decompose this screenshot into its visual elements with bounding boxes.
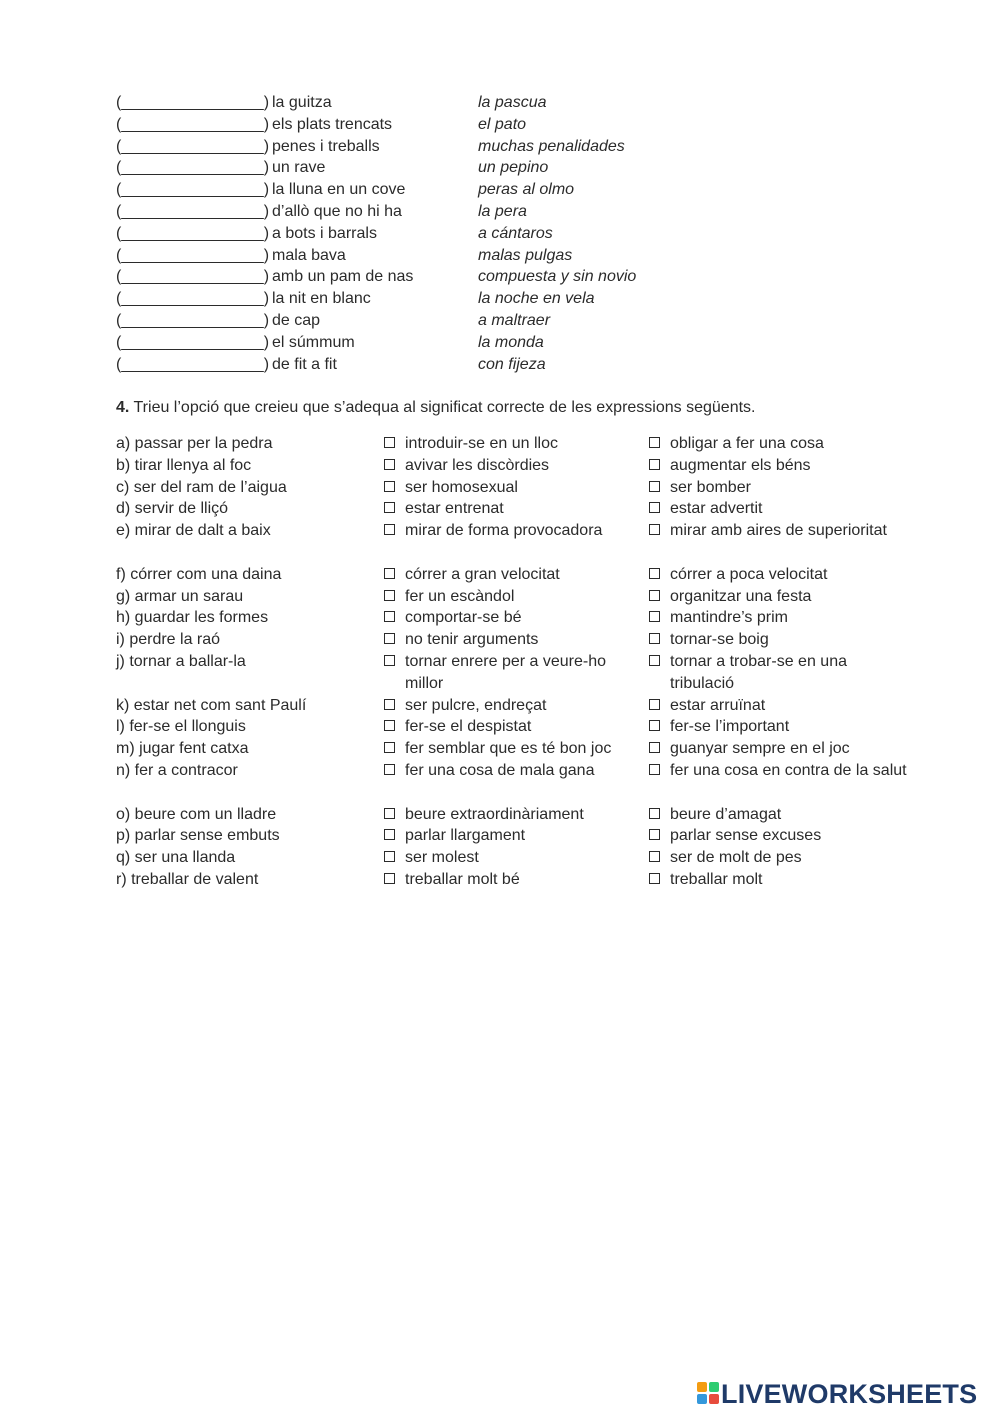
matching-row bbox=[116, 266, 736, 288]
liveworksheets-logo bbox=[697, 1378, 993, 1408]
option-text: mantindre’s prim bbox=[670, 609, 788, 627]
checkbox-icon[interactable] bbox=[384, 764, 395, 775]
expression-text: c) ser del ram de l’aigua bbox=[116, 478, 287, 496]
option-a[interactable] bbox=[384, 586, 646, 608]
catalan-expression: la nit en blanc bbox=[272, 290, 371, 308]
catalan-expression: d’allò que no hi ha bbox=[272, 202, 402, 220]
expression-text: o) beure com un lladre bbox=[116, 805, 277, 823]
option-text: ser homosexual bbox=[405, 478, 518, 496]
spanish-expression: la monda bbox=[478, 333, 544, 351]
checkbox-icon[interactable] bbox=[384, 851, 395, 862]
checkbox-icon[interactable] bbox=[384, 720, 395, 731]
exercise-4-instruction bbox=[116, 397, 876, 419]
checkbox-icon[interactable] bbox=[384, 873, 395, 884]
expression-text: p) parlar sense embuts bbox=[116, 827, 280, 845]
answer-blank[interactable]: (________________) bbox=[116, 268, 270, 286]
spanish-expression: la pascua bbox=[478, 94, 547, 111]
option-a[interactable] bbox=[384, 651, 646, 695]
option-b[interactable] bbox=[649, 804, 909, 826]
question-item bbox=[116, 607, 906, 629]
checkbox-icon[interactable] bbox=[384, 633, 395, 644]
option-a[interactable] bbox=[384, 760, 646, 782]
answer-blank[interactable]: (________________) bbox=[116, 311, 270, 329]
checkbox-icon[interactable] bbox=[649, 481, 660, 492]
answer-blank[interactable]: (________________) bbox=[116, 115, 270, 133]
option-b[interactable] bbox=[649, 455, 909, 477]
question-item bbox=[116, 825, 906, 847]
matching-row bbox=[116, 157, 736, 179]
option-b[interactable] bbox=[649, 738, 909, 760]
option-text: tornar-se boig bbox=[670, 631, 769, 649]
answer-blank[interactable]: (________________) bbox=[116, 246, 270, 264]
option-a[interactable] bbox=[384, 847, 646, 869]
spanish-expression: peras al olmo bbox=[478, 181, 575, 199]
option-b[interactable] bbox=[649, 825, 909, 847]
question-item bbox=[116, 498, 906, 520]
expression-text: b) tirar llenya al foc bbox=[116, 456, 252, 474]
option-text: córrer a gran velocitat bbox=[405, 565, 560, 583]
answer-blank[interactable]: (________________) bbox=[116, 181, 270, 199]
checkbox-icon[interactable] bbox=[384, 699, 395, 710]
catalan-expression: amb un pam de nas bbox=[272, 268, 414, 286]
option-text: ser bomber bbox=[670, 478, 751, 496]
option-text: fer una cosa en contra de la salut bbox=[670, 761, 907, 779]
option-text: guanyar sempre en el joc bbox=[670, 740, 850, 758]
option-text: fer un escàndol bbox=[405, 587, 515, 605]
option-b[interactable] bbox=[649, 477, 909, 499]
option-text: tornar enrere per a veure-ho millor bbox=[405, 652, 606, 692]
option-a[interactable] bbox=[384, 498, 646, 520]
question-item bbox=[116, 804, 906, 826]
option-b[interactable] bbox=[649, 586, 909, 608]
option-b[interactable] bbox=[649, 847, 909, 869]
checkbox-icon[interactable] bbox=[649, 590, 660, 601]
catalan-expression: a bots i barrals bbox=[272, 224, 377, 242]
option-b[interactable] bbox=[649, 760, 909, 782]
logo-icon bbox=[697, 1382, 719, 1404]
expression-text: d) servir de lliçó bbox=[116, 500, 229, 518]
multiple-choice-list bbox=[116, 433, 906, 891]
spanish-expression: con fijeza bbox=[478, 355, 546, 373]
spanish-expression: a cántaros bbox=[478, 224, 553, 242]
question-item bbox=[116, 651, 906, 695]
option-a[interactable] bbox=[384, 520, 646, 542]
matching-row bbox=[116, 201, 736, 223]
checkbox-icon[interactable] bbox=[649, 633, 660, 644]
option-text: treballar molt bé bbox=[405, 870, 520, 888]
option-a[interactable] bbox=[384, 455, 646, 477]
option-text: estar entrenat bbox=[405, 500, 504, 518]
checkbox-icon[interactable] bbox=[649, 502, 660, 513]
option-a[interactable] bbox=[384, 716, 646, 738]
expression-text: l) fer-se el llonguis bbox=[116, 718, 246, 736]
question-item bbox=[116, 433, 906, 455]
option-a[interactable] bbox=[384, 564, 646, 586]
vocabulary-matching-list bbox=[116, 92, 736, 375]
expression-text: i) perdre la raó bbox=[116, 631, 221, 649]
answer-blank[interactable]: (________________) bbox=[116, 159, 270, 177]
question-item bbox=[116, 869, 906, 891]
checkbox-icon[interactable] bbox=[384, 481, 395, 492]
option-a[interactable] bbox=[384, 629, 646, 651]
question-item bbox=[116, 455, 906, 477]
answer-blank[interactable]: (________________) bbox=[116, 137, 270, 155]
matching-row bbox=[116, 179, 736, 201]
option-b[interactable] bbox=[649, 716, 909, 738]
spanish-expression: un pepino bbox=[478, 159, 549, 177]
question-item bbox=[116, 520, 906, 564]
checkbox-icon[interactable] bbox=[384, 437, 395, 448]
checkbox-icon[interactable] bbox=[384, 590, 395, 601]
expression-text: k) estar net com sant Paulí bbox=[116, 696, 307, 714]
exercise-number: 4. bbox=[116, 399, 130, 416]
checkbox-icon[interactable] bbox=[649, 808, 660, 819]
checkbox-icon[interactable] bbox=[649, 699, 660, 710]
question-item bbox=[116, 564, 906, 586]
spanish-expression: el pato bbox=[478, 115, 527, 133]
checkbox-icon[interactable] bbox=[649, 459, 660, 470]
option-b[interactable] bbox=[649, 651, 909, 695]
checkbox-icon[interactable] bbox=[384, 829, 395, 840]
matching-row bbox=[116, 288, 736, 310]
option-b[interactable] bbox=[649, 629, 909, 651]
question-item bbox=[116, 586, 906, 608]
option-text: parlar llargament bbox=[405, 827, 526, 845]
option-text: beure d’amagat bbox=[670, 805, 782, 823]
catalan-expression: la lluna en un cove bbox=[272, 181, 406, 199]
option-text: córrer a poca velocitat bbox=[670, 565, 828, 583]
spanish-expression: malas pulgas bbox=[478, 246, 573, 264]
option-a[interactable] bbox=[384, 433, 646, 455]
checkbox-icon[interactable] bbox=[649, 742, 660, 753]
checkbox-icon[interactable] bbox=[384, 808, 395, 819]
checkbox-icon[interactable] bbox=[384, 742, 395, 753]
spanish-expression: la pera bbox=[478, 202, 527, 220]
expression-text: r) treballar de valent bbox=[116, 870, 259, 888]
question-item bbox=[116, 847, 906, 869]
expression-text: m) jugar fent catxa bbox=[116, 740, 249, 758]
expression-text: f) córrer com una daina bbox=[116, 565, 282, 583]
checkbox-icon[interactable] bbox=[384, 611, 395, 622]
checkbox-icon[interactable] bbox=[649, 524, 660, 535]
matching-row bbox=[116, 332, 736, 354]
answer-blank[interactable]: (________________) bbox=[116, 224, 270, 242]
option-text: mirar amb aires de superioritat bbox=[670, 522, 887, 540]
checkbox-icon[interactable] bbox=[649, 829, 660, 840]
catalan-expression: mala bava bbox=[272, 246, 346, 264]
catalan-expression: un rave bbox=[272, 159, 326, 177]
catalan-expression: la guitza bbox=[272, 94, 332, 111]
answer-blank[interactable]: (________________) bbox=[116, 290, 270, 308]
expression-text: n) fer a contracor bbox=[116, 761, 238, 779]
option-a[interactable] bbox=[384, 477, 646, 499]
option-text: avivar les discòrdies bbox=[405, 456, 550, 474]
catalan-expression: de fit a fit bbox=[272, 355, 337, 373]
expression-text: h) guardar les formes bbox=[116, 609, 269, 627]
question-item bbox=[116, 477, 906, 499]
catalan-expression: penes i treballs bbox=[272, 137, 380, 155]
question-item bbox=[116, 738, 906, 760]
option-text: fer-se el despistat bbox=[405, 718, 532, 736]
option-text: no tenir arguments bbox=[405, 631, 539, 649]
catalan-expression: els plats trencats bbox=[272, 115, 393, 133]
option-text: ser molest bbox=[405, 849, 479, 867]
option-text: comportar-se bé bbox=[405, 609, 522, 627]
matching-row bbox=[116, 114, 736, 136]
option-text: estar arruïnat bbox=[670, 696, 766, 714]
expression-text: j) tornar a ballar-la bbox=[116, 652, 246, 670]
matching-row bbox=[116, 310, 736, 332]
option-a[interactable] bbox=[384, 825, 646, 847]
option-b[interactable] bbox=[649, 607, 909, 629]
matching-row bbox=[116, 92, 736, 114]
answer-blank[interactable]: (________________) bbox=[116, 202, 270, 220]
spanish-expression: a maltraer bbox=[478, 311, 551, 329]
matching-row bbox=[116, 245, 736, 267]
instruction-text: Trieu l’opció que creieu que s’adequa al significat correcte de les expressions següents. bbox=[129, 399, 756, 416]
catalan-expression: de cap bbox=[272, 311, 321, 329]
option-b[interactable] bbox=[649, 564, 909, 586]
catalan-expression: el súmmum bbox=[272, 333, 355, 351]
checkbox-icon[interactable] bbox=[384, 502, 395, 513]
logo-text: LIVEWORKSHEETS bbox=[721, 1379, 978, 1409]
option-text: tornar a trobar-se en una tribulació bbox=[670, 652, 847, 692]
expression-text: e) mirar de dalt a baix bbox=[116, 522, 271, 540]
question-item bbox=[116, 760, 906, 804]
option-b[interactable] bbox=[649, 520, 909, 542]
question-item bbox=[116, 716, 906, 738]
option-text: organitzar una festa bbox=[670, 587, 812, 605]
matching-row bbox=[116, 223, 736, 245]
option-text: fer-se l’important bbox=[670, 718, 790, 736]
option-b[interactable] bbox=[649, 869, 909, 891]
expression-text: g) armar un sarau bbox=[116, 587, 244, 605]
expression-text: a) passar per la pedra bbox=[116, 435, 273, 452]
question-item bbox=[116, 695, 906, 717]
option-text: fer semblar que es té bon joc bbox=[405, 740, 612, 758]
option-text: estar advertit bbox=[670, 500, 763, 518]
checkbox-icon[interactable] bbox=[384, 524, 395, 535]
checkbox-icon[interactable] bbox=[649, 764, 660, 775]
option-text: obligar a fer una cosa bbox=[670, 435, 824, 452]
option-text: beure extraordinàriament bbox=[405, 805, 584, 823]
option-b[interactable] bbox=[649, 695, 909, 717]
option-text: treballar molt bbox=[670, 870, 763, 888]
expression-text: q) ser una llanda bbox=[116, 849, 236, 867]
matching-row bbox=[116, 354, 736, 376]
option-text: ser de molt de pes bbox=[670, 849, 802, 867]
option-text: parlar sense excuses bbox=[670, 827, 822, 845]
checkbox-icon[interactable] bbox=[649, 611, 660, 622]
matching-row bbox=[116, 136, 736, 158]
question-item bbox=[116, 629, 906, 651]
option-text: ser pulcre, endreçat bbox=[405, 696, 547, 714]
option-b[interactable] bbox=[649, 498, 909, 520]
checkbox-icon[interactable] bbox=[649, 873, 660, 884]
option-text: fer una cosa de mala gana bbox=[405, 761, 595, 779]
checkbox-icon[interactable] bbox=[649, 655, 660, 666]
option-b[interactable] bbox=[649, 433, 909, 455]
checkbox-icon[interactable] bbox=[384, 568, 395, 579]
option-a[interactable] bbox=[384, 869, 646, 891]
checkbox-icon[interactable] bbox=[649, 437, 660, 448]
option-a[interactable] bbox=[384, 695, 646, 717]
answer-blank[interactable]: (________________) bbox=[116, 355, 270, 373]
checkbox-icon[interactable] bbox=[649, 568, 660, 579]
checkbox-icon[interactable] bbox=[649, 851, 660, 862]
option-a[interactable] bbox=[384, 738, 646, 760]
option-text: mirar de forma provocadora bbox=[405, 522, 603, 540]
checkbox-icon[interactable] bbox=[384, 459, 395, 470]
spanish-expression: muchas penalidades bbox=[478, 137, 625, 155]
option-a[interactable] bbox=[384, 804, 646, 826]
option-a[interactable] bbox=[384, 607, 646, 629]
option-text: introduir-se en un lloc bbox=[405, 435, 558, 452]
spanish-expression: la noche en vela bbox=[478, 290, 595, 308]
answer-blank[interactable]: (________________) bbox=[116, 333, 270, 351]
checkbox-icon[interactable] bbox=[649, 720, 660, 731]
answer-blank[interactable]: (________________) bbox=[116, 94, 270, 111]
checkbox-icon[interactable] bbox=[384, 655, 395, 666]
spanish-expression: compuesta y sin novio bbox=[478, 268, 637, 286]
option-text: augmentar els béns bbox=[670, 456, 811, 474]
